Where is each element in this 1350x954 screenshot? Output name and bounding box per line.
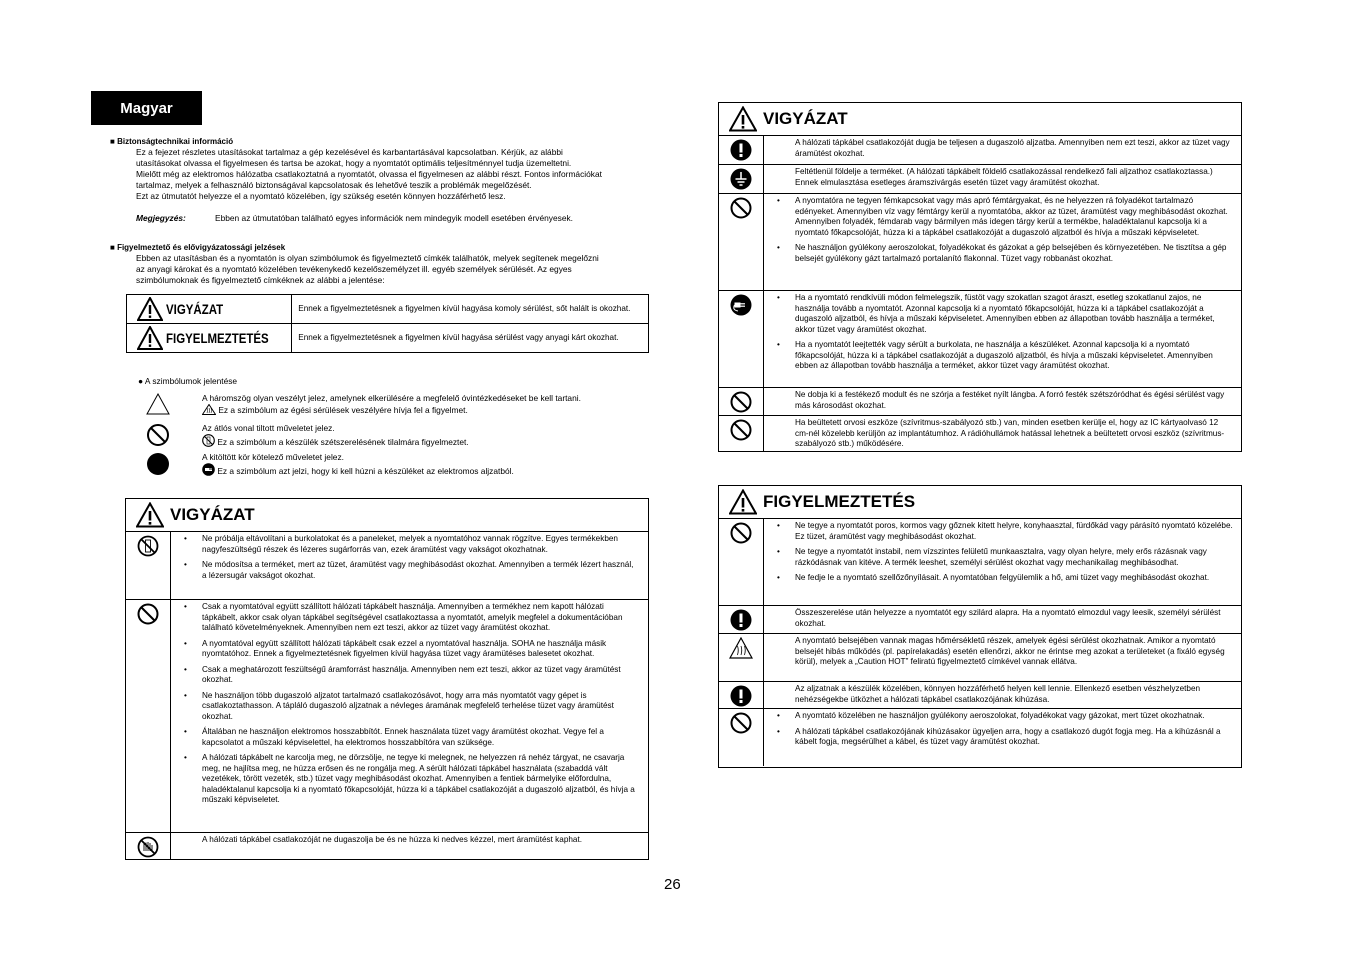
symbols-title: ● A szimbólumok jelentése xyxy=(138,376,238,386)
list-item: • Ne használjon gyúlékony aeroszolokat, folyadékokat és gázokat a gép belsejében és környezetében. Ne tisztítsa a gép belsejét gyúlékony gázt tartalmazó portalanító flakonnal. Tüzet vagy robbanást okozhat. xyxy=(773,243,1233,264)
right-caution-row xyxy=(719,291,1241,388)
left-caution-row xyxy=(126,532,648,600)
hot-surface-icon xyxy=(202,404,216,415)
warning-triangle-icon xyxy=(137,326,163,350)
legend-row xyxy=(127,324,649,353)
symbol-row-filled-circle: A kitöltött kör kötelező műveletet jelez. Ez a szimbólum azt jelzi, hogy ki kell húzni a készüléket az elektromos aljzatból. xyxy=(146,452,170,481)
legend-caution-label: VIGYÁZAT xyxy=(127,295,292,324)
right-caution-row: Feltétlenül földelje a terméket. (A hálózati tápkábelt földelő csatlakozással rendelkező fali aljzathoz csatlakoztassa.) Ennek elmulasztása esetleges áramszivárgás esetén tüzet vagy áramütést okozhat. xyxy=(719,165,1241,194)
right-warning-box xyxy=(718,485,1242,768)
list-item: • Ne tegye a nyomtatót poros, kormos vagy gőznek kitett helyre, konyhaasztal, fürdőkád vagy párásító nyomtató közelébe. Ez tüzet, áramütést vagy meghibásodást okozhat. xyxy=(773,521,1233,542)
row-text: A hálózati tápkábel csatlakozóját ne dugaszolja be és ne húzza ki nedves kézzel, mert áramütést kaphat. xyxy=(202,835,583,844)
legend-caution-text: Ennek a figyelmeztetésnek a figyelmen kívül hagyása komoly sérülést, sőt halált is okozhat. xyxy=(292,295,649,324)
right-warning-row xyxy=(719,519,1241,606)
safety-intro: Ez a fejezet részletes utasításokat tartalmaz a gép kezelésével és karbantartásával kapcsolatban. Kérjük, az alábbi utasításokat olvassa el figyelmesen és tartsa be azokat, hogy a nyomtatót optimális teljesítménnyel tudja üzemeltetni. Mielőtt még az elektromos hálózatba csatlakoztatná a nyomtatót, olvassa el figyelmesen az alábbi részt. Fontos információkat tartalmaz, melyek a felhasználó biztonságával kapcsolatosak és lehetővé teszik a problémák megelőzését. Ezt az útmutatót helyezze el a nyomtató közelében, így szükség esetén könnyen hozzáférhető lesz. xyxy=(136,147,602,201)
warning-triangle-icon xyxy=(137,297,163,321)
warning-triangle-icon xyxy=(136,502,164,528)
right-caution-row: Ha beültetett orvosi eszköze (szívritmus-szabályozó stb.) van, minden esetben kerülje el, hogy az IC kártyaolvasó 12 cm-nél közelebb kerüljön az implantátumhoz. A rádióhullámok hatással lehetnek a beültetett orvosi eszköz (szívritmus-szabályozó stb.) működésére. xyxy=(719,416,1241,452)
left-caution-row xyxy=(126,600,648,833)
list-item: • Csak a meghatározott feszültségű áramforrást használja. Amennyiben nem ezt teszi, akkor az tüzet vagy áramütést okozhat. xyxy=(180,665,640,686)
page-number: 26 xyxy=(664,876,681,893)
symbol-row-prohibited: Az átlós vonal tiltott műveletet jelez. Ez a szimbólum a készülék szétszerelésének tilalmára figyelmeztet. xyxy=(146,423,170,452)
filled-circle-icon xyxy=(146,452,170,476)
list-item: • Ne módosítsa a terméket, mert az tüzet, áramütést vagy meghibásodást okozhat. Amennyiben a termék lézert használ, a lézersugár vakságot okozhat. xyxy=(180,560,640,581)
mandatory-icon xyxy=(730,609,752,631)
prohibited-icon xyxy=(730,522,752,544)
list-item: • Ha a nyomtató rendkívüli módon felmelegszik, füstöt vagy szokatlan szagot áraszt, esetleg szokatlanul zajos, ne használja tovább a nyomtatót. Azonnal kapcsolja ki a nyomtató főkapcsolóját, húzza ki a tápkábel csatlakozóját a dugaszoló aljzatból, és hívja a műszaki képviseletet. Amennyiben ebben az állapotban tovább használja a terméket, akkor tüzet vagy áramütést okozhat. xyxy=(773,293,1233,335)
left-caution-header: VIGYÁZAT xyxy=(126,499,648,532)
unplug-icon xyxy=(202,463,215,476)
language-tab: Magyar xyxy=(91,91,202,125)
list-item: • Ne próbálja eltávolítani a burkolatokat és a paneleket, melyek a nyomtatóhoz vannak rögzítve. Egyes termékekben nagyfeszültségű részek és lézeres sugárforrás van, ezek áramütést vagy vakságot okozhatnak. xyxy=(180,534,640,555)
warning-legend-table xyxy=(126,294,649,353)
right-caution-box xyxy=(718,102,1242,452)
list-item: • Általában ne használjon elektromos hosszabbítót. Ennek használata tüzet vagy áramütést okozhat. Vegye fel a kapcsolatot a műszaki képviselettel, ha elektromos hosszabbítóra van szüksége. xyxy=(180,727,640,748)
legend-row xyxy=(127,295,649,324)
warnings-heading: ■ Figyelmeztető és elővigyázatossági jelzések xyxy=(110,243,286,252)
left-caution-row xyxy=(126,833,648,860)
symbol-row-triangle: A háromszög olyan veszélyt jelez, amelynek elkerülésére a megfelelő óvintézkedéseket be kell tartani. Ez a szimbólum az égési sérülések veszélyére hívja fel a figyelmet. xyxy=(146,393,170,420)
right-warning-row: Összeszerelése után helyezze a nyomtatót egy szilárd alapra. Ha a nyomtató elmozdul vagy leesik, személyi sérülést okozhat. xyxy=(719,606,1241,634)
list-item: • A nyomtató közelében ne használjon gyúlékony aeroszolokat, folyadékokat vagy gázokat, mert tüzet okozhatnak. xyxy=(773,711,1233,722)
warning-triangle-icon xyxy=(729,489,757,515)
prohibited-icon xyxy=(730,197,752,219)
prohibited-icon xyxy=(730,419,752,441)
list-item: • Ne használjon több dugaszoló aljzatot tartalmazó csatlakozósávot, hogy arra más nyomtatót vagy gépet is csatlakoztathasson. A tápláló dugaszoló aljzatnak a névleges áramának megfelelő terhelése tüzet vagy áramütést okozhat. xyxy=(180,691,640,723)
right-warning-header: FIGYELMEZTETÉS xyxy=(719,486,1241,519)
list-item: • A hálózati tápkábel csatlakozójának kihúzásakor ügyeljen arra, hogy a csatlakozó dugót fogja meg. Ha a kihúzásnál a kábelt fogja, megsérülhet a kábel, és tüzet vagy áramütést okozhat. xyxy=(773,727,1233,748)
mandatory-icon xyxy=(730,139,752,161)
prohibited-icon xyxy=(730,712,752,734)
list-item: • A nyomtatóra ne tegyen fémkapcsokat vagy más apró fémtárgyakat, és ne helyezzen rá folyadékot tartalmazó edényeket. Amennyiben víz vagy fémtárgy kerül a nyomtatóba, akkor az tüzet, áramütést vagy meghibásodást okozhat. Amennyiben folyadék, fémdarab vagy bármilyen más idegen tárgy kerül a termékbe, haladéktalanul kapcsolja ki a nyomtató főkapcsolóját, húzza ki a tápkábel csatlakozóját a dugaszoló aljzatból és hívja a műszaki képviseletet. xyxy=(773,196,1233,238)
prohibited-icon xyxy=(137,603,159,625)
right-caution-row: A hálózati tápkábel csatlakozóját dugja be teljesen a dugaszoló aljzatba. Amennyiben nem ezt teszi, akkor az tüzet vagy áramütést okozhat. xyxy=(719,136,1241,165)
right-warning-row: Az aljzatnak a készülék közelében, könnyen hozzáférhető helyen kell lennie. Ellenkező esetben vészhelyzetben nehézségekbe ütközhet a hálózati tápkábel csatlakozójának kihúzása. xyxy=(719,682,1241,709)
prohibited-icon xyxy=(146,423,170,447)
list-item: • Ne tegye a nyomtatót instabil, nem vízszintes felületű munkaasztalra, vagy olyan helyre, mely erős rázásnak vagy rázkódásnak van kitéve. A termék leeshet, személyi sérülést okozhat vagy mechanikailag meghibásodhat. xyxy=(773,547,1233,568)
mandatory-icon xyxy=(730,685,752,707)
hot-surface-icon xyxy=(729,637,753,659)
right-caution-row: Ne dobja ki a festékező modult és ne szórja a festéket nyílt lángba. A forró festék szétszóródhat és égési sérülést vagy más károsodást okozhat. xyxy=(719,388,1241,416)
list-item: • Ne fedje le a nyomtató szellőzőnyílásait. A nyomtatóban felgyülemlik a hő, ami tüzet vagy meghibásodást okozhat. xyxy=(773,573,1233,584)
list-item: • A hálózati tápkábelt ne karcolja meg, ne dörzsölje, ne tegye ki melegnek, ne helyezzen rá nehéz tárgyat, ne csavarja meg, ne hajlítsa meg, ne húzza erősen és ne rongálja meg. A sérült hálózati tápkábel használata (szabaddá vált vezetékek, törött vezeték, stb.) tüzet vagy meghibásodást okozhat. Amennyiben a fentiek bármelyike előfordulna, haladéktalanul kapcsolja ki a nyomtató főkapcsolóját, húzza ki a tápkábel csatlakozóját a dugaszoló aljzatból, és hívja a műszaki képviseletet. xyxy=(180,753,640,806)
no-wet-hands-icon xyxy=(137,836,159,858)
no-disassemble-icon xyxy=(202,434,215,447)
prohibited-icon xyxy=(730,391,752,413)
warning-triangle-icon xyxy=(729,106,757,132)
right-caution-row xyxy=(719,194,1241,291)
legend-warning-text: Ennek a figyelmeztetésnek a figyelmen kívül hagyása sérülést vagy anyagi kárt okozhat. xyxy=(292,324,649,353)
triangle-icon xyxy=(146,393,170,415)
right-warning-row xyxy=(719,709,1241,766)
unplug-icon xyxy=(730,294,752,316)
right-caution-header: VIGYÁZAT xyxy=(719,103,1241,136)
ground-icon xyxy=(730,168,752,190)
right-warning-row: A nyomtató belsejében vannak magas hőmérsékletű részek, amelyek égési sérülést okozhatnak. Amikor a nyomtató belsejét hibás működés (pl. papírelakadás) esetén ellenőrzi, akkor ne érintse meg azokat a területeket (a fixáló egység körül), melyek a „Caution HOT” feliratú figyelmeztető címkével vannak ellátva. xyxy=(719,634,1241,682)
list-item: • A nyomtatóval együtt szállított hálózati tápkábelt csak ezzel a nyomtatóval használja. SOHA ne használja másik nyomtatóhoz. Ennek a figyelmeztetésnek figyelmen kívül hagyása tüzet vagy áramütéses balesetet okozhat. xyxy=(180,639,640,660)
legend-warning-label: FIGYELMEZTETÉS xyxy=(127,324,292,353)
warnings-intro: Ebben az utasításban és a nyomtatón is olyan szimbólumok és figyelmeztető címkék találhatók, melyek segítenek megelőzni az anyagi károkat és a nyomtató közelében tevékenykedő kezelőszemélyzet ill. egyéb személyek sérülését. Az egyes szimbólumoknak és figyelmeztető címkéknek az alábbi a jelentése: xyxy=(136,253,599,285)
list-item: • Ha a nyomtatót leejtették vagy sérült a burkolata, ne használja a készüléket. Azonnal kapcsolja ki a nyomtató főkapcsolóját, húzza ki a tápkábel csatlakozóját a dugaszoló aljzatból, és hívja a műszaki képviseletet. Amennyiben ebben az állapotban tovább használja a terméket, akkor tüzet vagy áramütést okozhat. xyxy=(773,340,1233,372)
left-caution-box xyxy=(125,498,649,860)
safety-note: Megjegyzés: Ebben az útmutatóban található egyes információk nem mindegyik modell esetében érvényesek. xyxy=(136,213,574,223)
safety-heading: ■ Biztonságtechnikai információ xyxy=(110,137,234,146)
list-item: • Csak a nyomtatóval együtt szállított hálózati tápkábelt használja. Amennyiben a termékhez nem kapott hálózati tápkábelt, akkor csak olyan tápkábel segítségével csatlakoztassa a nyomtatót, amelyik megfelel a dokumentációban található követelményeknek. Amennyiben nem ezt teszi, akkor az tüzet vagy áramütést okozhat. xyxy=(180,602,640,634)
no-disassemble-icon xyxy=(137,535,159,557)
